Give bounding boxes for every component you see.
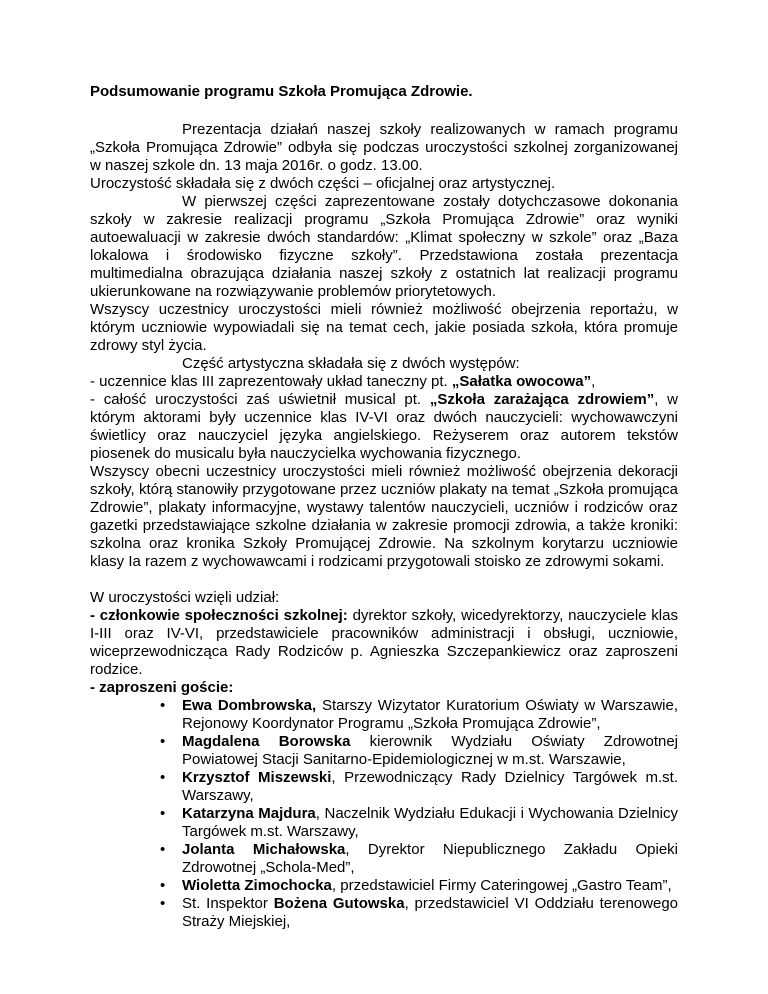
spacer xyxy=(90,571,678,589)
guests-label: - zaproszeni goście: xyxy=(90,679,234,696)
paragraph-structure: Uroczystość składała się z dwóch części – oficjalnej oraz artystycznej. xyxy=(90,175,556,192)
list-item xyxy=(160,769,679,805)
bullet-icon: • xyxy=(160,877,166,894)
bullet-icon: • xyxy=(160,841,166,858)
list-item xyxy=(160,733,678,769)
guest-name: Katarzyna Majdura xyxy=(182,805,316,822)
guest-role: Starszy Wizytator Kuratorium Oświaty w Warszawie, Rejonowy Koordynator Programu „Szkoła Promująca Zdrowie”, xyxy=(182,697,679,732)
guest-name: Jolanta Michałowska xyxy=(182,841,346,858)
paragraph-report: Wszyscy uczestnicy uroczystości mieli również możliwość obejrzenia reportażu, w którym uczniowie wypowiadali się na temat cech, jakie posiada szkoła, która promuje zdrowy styl życia. xyxy=(90,301,678,354)
guest-role: , Przewodniczący Rady Dzielnicy Targówek m.st. Warszawy, xyxy=(182,769,679,804)
paragraph-musical xyxy=(90,391,678,463)
dance-end: , xyxy=(591,373,596,390)
paragraph-intro: Prezentacja działań naszej szkoły realizowanych w ramach programu „Szkoła Promująca Zdrowie” odbyła się podczas uroczystości szkolnej zorganizowanej w naszej szkole dn. 13 maja 2016r. o godz. 13.00. xyxy=(90,121,678,174)
list-item xyxy=(160,697,679,733)
bullet-icon: • xyxy=(160,697,166,714)
bullet-icon: • xyxy=(160,733,166,750)
guest-role: , Dyrektor Niepublicznego Zakładu Opieki Zdrowotnej „Schola-Med”, xyxy=(182,841,679,876)
school-community-list: dyrektor szkoły, wicedyrektorzy, nauczyciele klas I-III oraz IV-VI, przedstawiciele pracowników administracji i obsługi, uczniowie, wiceprzewodnicząca Rady Rodziców p. Agnieszka Szczepankiewicz oraz zaproszeni rodzice. xyxy=(90,607,678,678)
guest-name: Bożena Gutowska xyxy=(273,895,405,912)
document-body xyxy=(90,83,678,931)
guest-role: , przedstawiciel Firmy Cateringowej „Gastro Team”, xyxy=(331,877,672,894)
guest-list xyxy=(90,697,678,931)
paragraph-decorations: Wszyscy obecni uczestnicy uroczystości mieli również możliwość obejrzenia dekoracji szkoły, którą stanowiły przygotowane przez uczniów plakaty na temat „Szkoła promująca Zdrowie”, plakaty informacyjne, wystawy talentów nauczycieli, uczniów i rodziców oraz gazetki przedstawiające szkolne działania w zakresie promocji zdrowia, a także kroniki: szkolna oraz kronika Szkoły Promującej Zdrowie. Na szkolnym korytarzu uczniowie klasy Ia razem z wychowawcami i rodzicami przygotowali stoisko ze zdrowymi sokami. xyxy=(90,463,678,570)
paragraph-participants-heading: W uroczystości wzięli udział: xyxy=(90,589,280,606)
guest-prefix: St. Inspektor xyxy=(182,895,274,912)
dance-text: - uczennice klas III zaprezentowały układ taneczny pt. xyxy=(90,373,452,390)
guest-role: , przedstawiciel VI Oddziału terenowego Straży Miejskiej, xyxy=(182,895,679,930)
guest-name: Ewa Dombrowska, xyxy=(182,697,317,714)
list-item xyxy=(160,895,679,931)
paragraph-guests-heading xyxy=(90,679,678,697)
guest-role: kierownik Wydziału Oświaty Zdrowotnej Powiatowej Stacji Sanitarno-Epidemiologicznej w m.st. Warszawie, xyxy=(182,733,678,768)
musical-title: „Szkoła zarażająca zdrowiem” xyxy=(429,391,655,408)
document-title: Podsumowanie programu Szkoła Promująca Zdrowie. xyxy=(90,83,473,100)
list-item xyxy=(160,841,679,877)
bullet-icon: • xyxy=(160,769,166,786)
guest-role: , Naczelnik Wydziału Edukacji i Wychowania Dzielnicy Targówek m.st. Warszawy, xyxy=(182,805,678,840)
paragraph-dance xyxy=(90,373,678,391)
paragraph-school-community xyxy=(90,607,678,679)
school-community-label: - członkowie społeczności szkolnej: xyxy=(90,607,348,624)
bullet-icon: • xyxy=(160,895,166,912)
paragraph-artistic: Część artystyczna składała się z dwóch występów: xyxy=(182,355,520,372)
list-item xyxy=(160,877,678,895)
paragraph-first-part: W pierwszej części zaprezentowane zostały dotychczasowe dokonania szkoły w zakresie realizacji programu „Szkoła Promująca Zdrowie” oraz wyniki autoewaluacji w zakresie dwóch standardów: „Klimat społeczny w szkole” oraz „Baza lokalowa i środowisko fizyczne szkoły”. Przedstawiona została prezentacja multimedialna obrazująca działania naszej szkoły z ostatnich lat realizacji programu ukierunkowane na rozwiązywanie problemów priorytetowych. xyxy=(90,193,678,300)
dance-title: „Sałatka owocowa” xyxy=(451,373,592,390)
guest-name: Wioletta Zimochocka xyxy=(182,877,332,894)
musical-description: , w którym aktorami były uczennice klas IV-VI oraz dwóch nauczycieli: wychowawczyni świetlicy oraz nauczyciel języka angielskiego. Reżyserem oraz autorem tekstów piosenek do musicalu była nauczycielka wychowania fizycznego. xyxy=(90,391,678,462)
list-item xyxy=(160,805,678,841)
bullet-icon: • xyxy=(160,805,166,822)
guest-name: Krzysztof Miszewski xyxy=(182,769,332,786)
musical-text: - całość uroczystości zaś uświetnił musical pt. xyxy=(90,391,430,408)
guest-name: Magdalena Borowska xyxy=(182,733,351,750)
